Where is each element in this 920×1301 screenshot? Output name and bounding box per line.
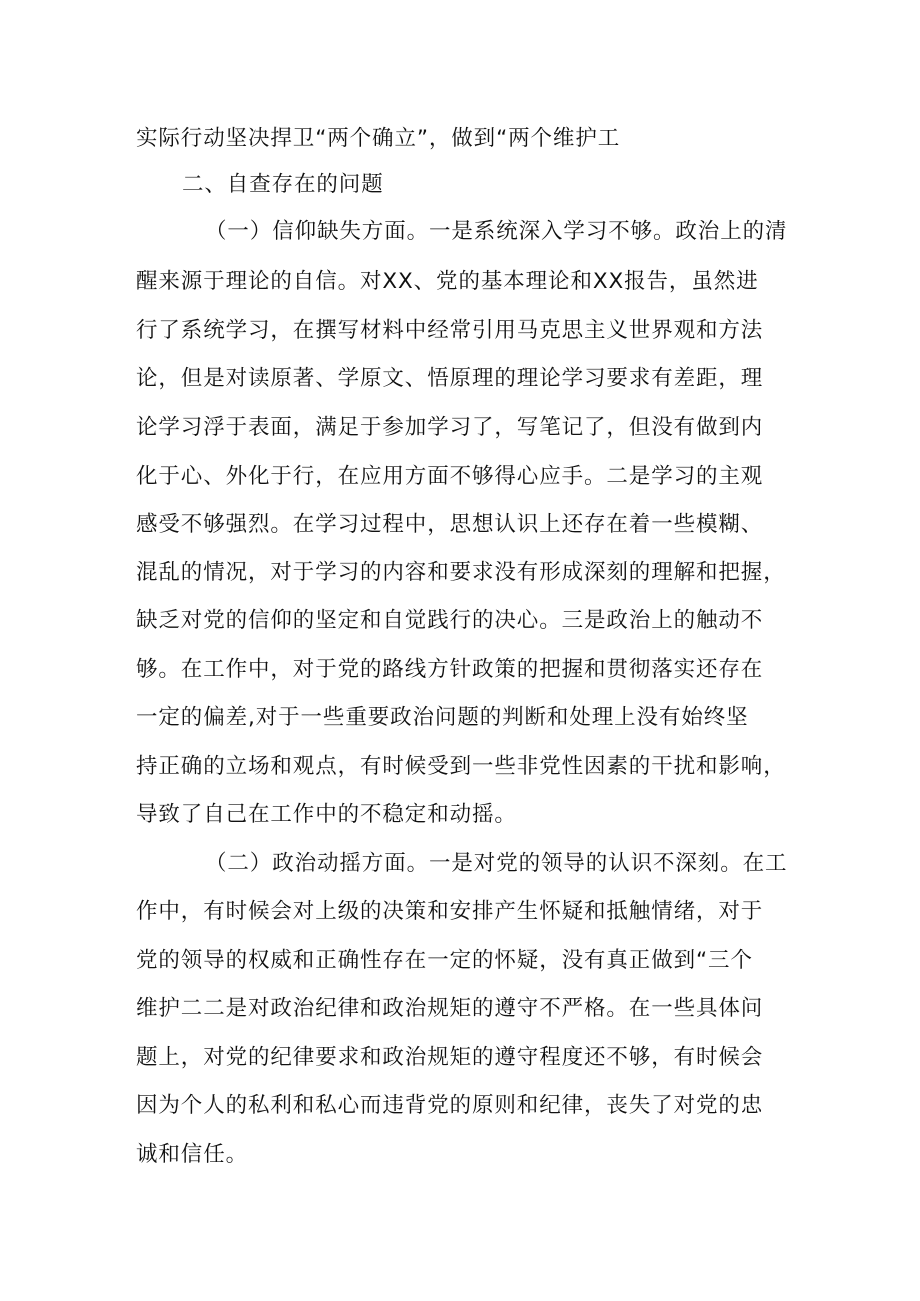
paragraph-1-line: 持正确的立场和观点，有时候受到一些非党性因素的干扰和影响， [136, 754, 786, 779]
paragraph-1-line: 醒来源于理论的自信。对XX、党的基本理论和XX报告，虽然进 [136, 269, 759, 294]
paragraph-2-line: （二）政治动摇方面。一是对党的领导的认识不深刻。在工 [205, 851, 788, 876]
paragraph-1-line: 论学习浮于表面，满足于参加学习了，写笔记了，但没有做到内 [136, 415, 764, 440]
text-line: 实际行动坚决捍卫“两个确立”，做到“两个维护工 [136, 126, 621, 151]
paragraph-2-line: 题上，对党的纪律要求和政治规矩的遵守程度还不够，有时候会 [136, 1045, 764, 1070]
paragraph-2-line: 维护二二是对政治纪律和政治规矩的遵守不严格。在一些具体问 [136, 996, 764, 1021]
paragraph-2-line: 诚和信任。 [136, 1142, 249, 1167]
paragraph-2-line: 作中，有时候会对上级的决策和安排产生怀疑和抵触情绪，对于 [136, 899, 764, 924]
paragraph-1-line: 行了系统学习，在撰写材料中经常引用马克思主义世界观和方法 [136, 318, 764, 343]
paragraph-1-line: （一）信仰缺失方面。一是系统深入学习不够。政治上的清 [205, 219, 788, 244]
paragraph-2-line: 因为个人的私利和私心而违背党的原则和纪律，丧失了对党的忠 [136, 1093, 764, 1118]
paragraph-1-line: 感受不够强烈。在学习过程中，思想认识上还存在着一些模糊、 [136, 512, 764, 537]
paragraph-1-line: 导致了自己在工作中的不稳定和动摇。 [136, 802, 517, 827]
paragraph-1-line: 混乱的情况，对于学习的内容和要求没有形成深刻的理解和把握， [136, 560, 786, 585]
paragraph-1-line: 够。在工作中，对于党的路线方针政策的把握和贯彻落实还存在 [136, 657, 764, 682]
paragraph-1-line: 缺乏对党的信仰的坚定和自觉践行的决心。三是政治上的触动不 [136, 608, 764, 633]
paragraph-2-line: 党的领导的权威和正确性存在一定的怀疑，没有真正做到“三个 [136, 948, 753, 973]
paragraph-1-line: 一定的偏差,对于一些重要政治问题的判断和处理上没有始终坚 [136, 705, 749, 730]
section-heading: 二、自查存在的问题 [182, 172, 384, 197]
paragraph-1-line: 化于心、外化于行，在应用方面不够得心应手。二是学习的主观 [136, 464, 764, 489]
paragraph-1-line: 论，但是对读原著、学原文、悟原理的理论学习要求有差距，理 [136, 366, 764, 391]
